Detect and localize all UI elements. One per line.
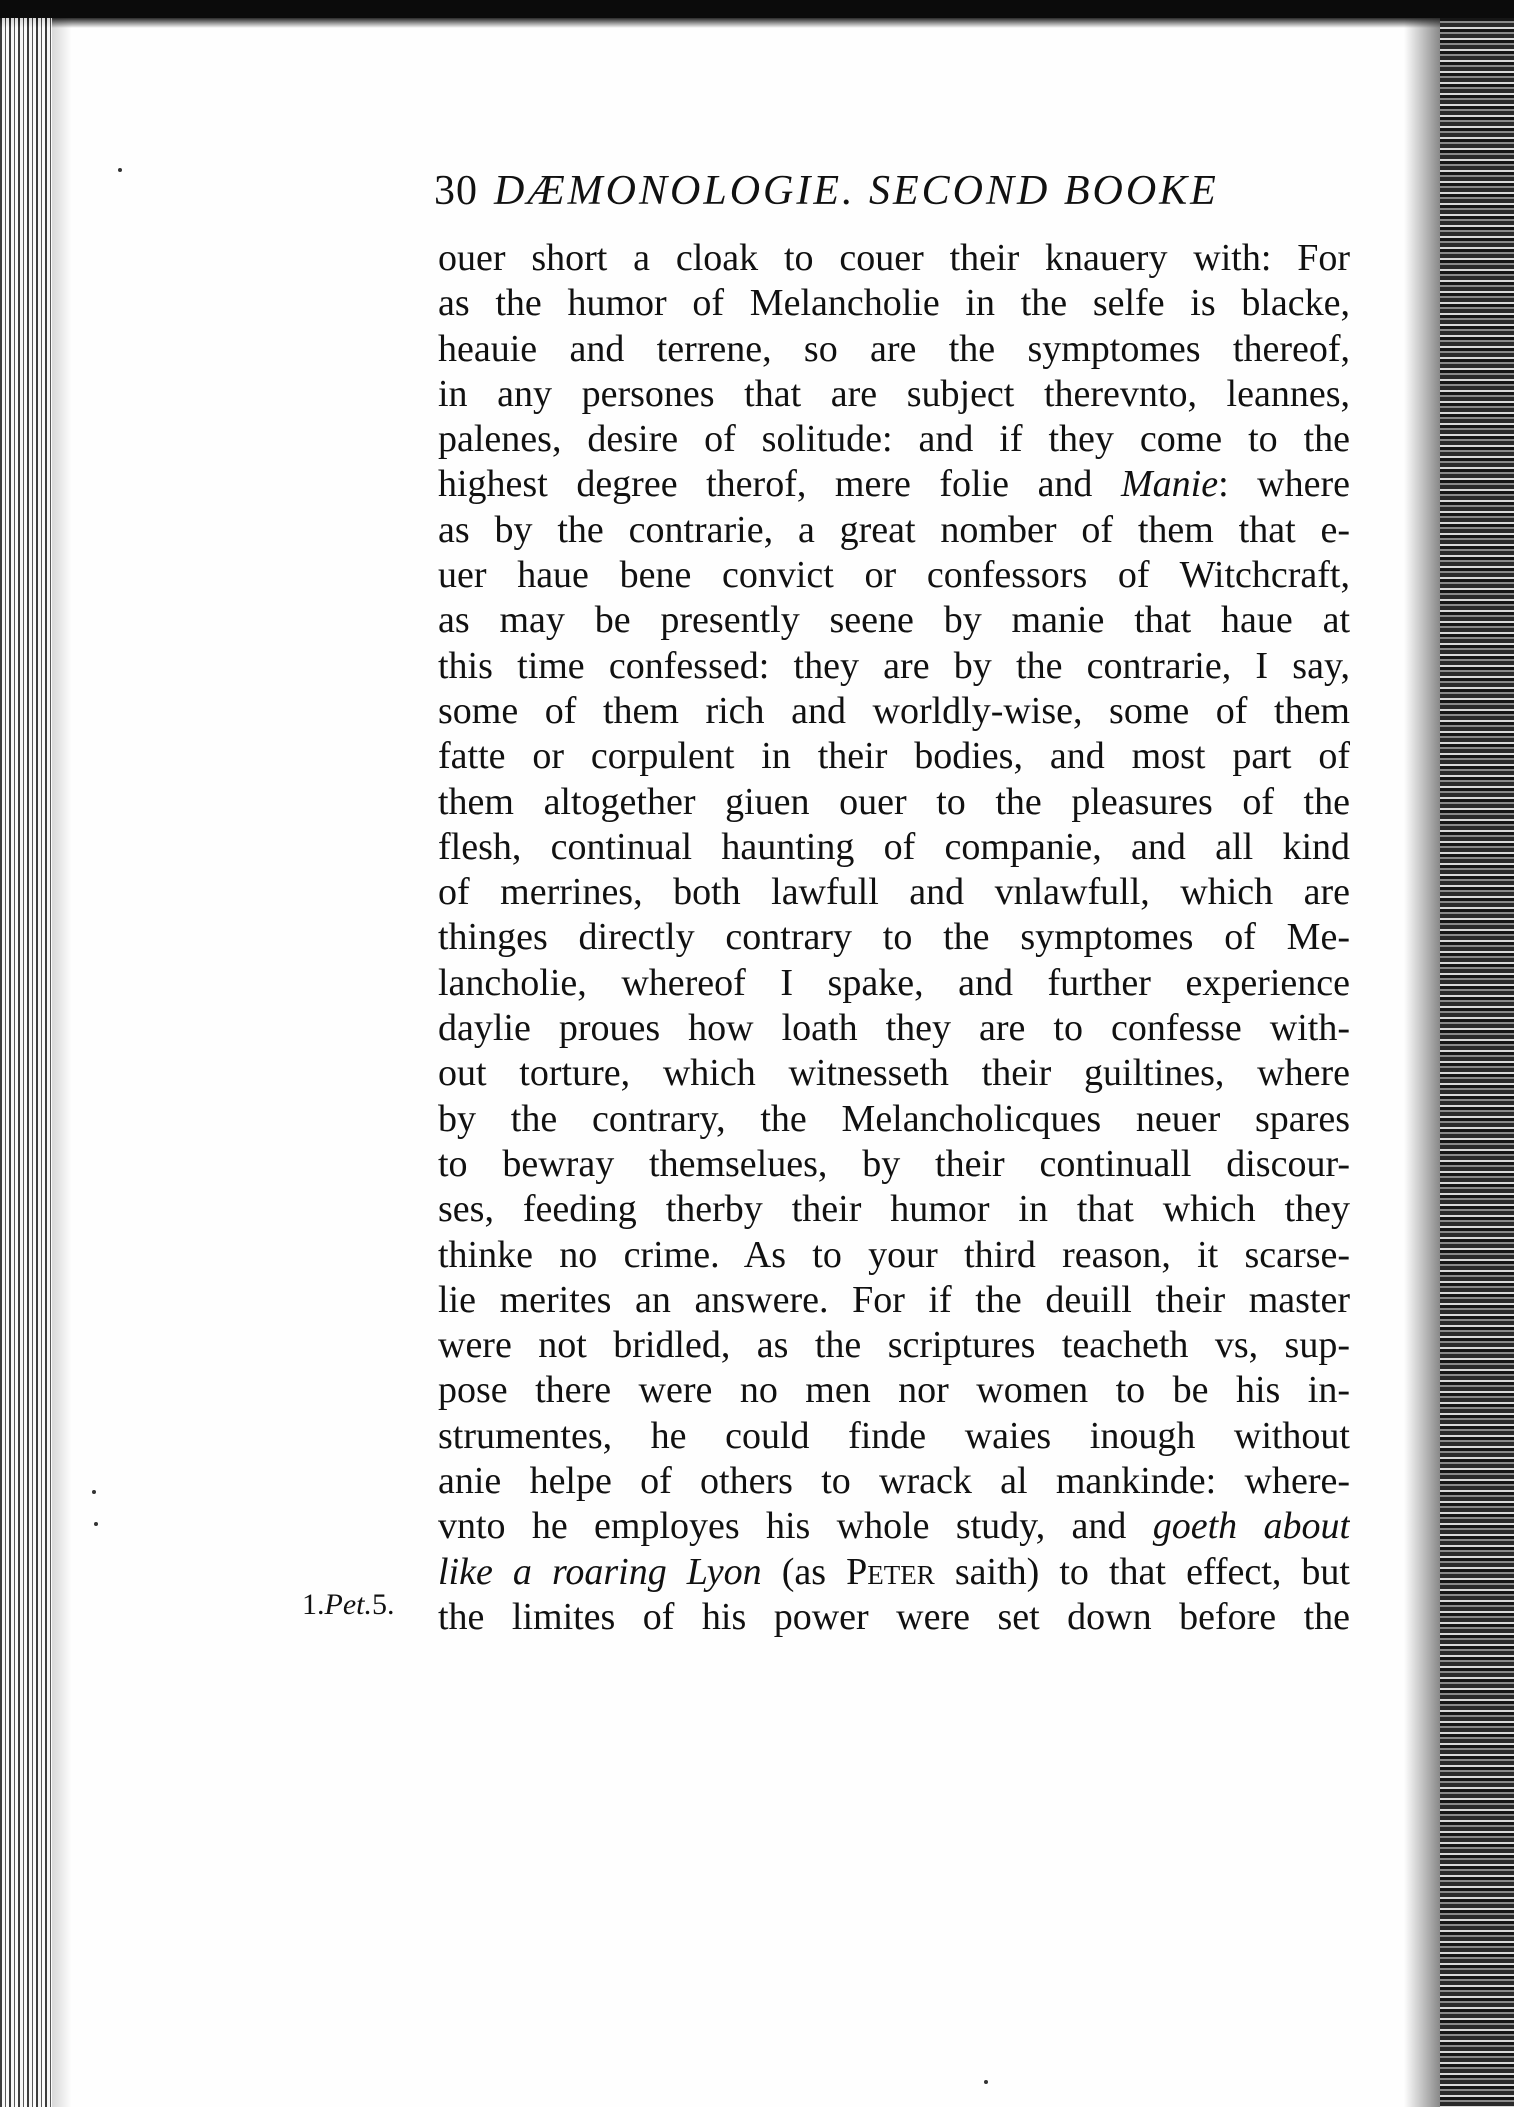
- text-line: the limites of his power were set down before the: [438, 1595, 1350, 1638]
- scan-top-border: [0, 0, 1514, 18]
- italic-quote: like a roaring Lyon: [438, 1550, 762, 1593]
- text-span: saith) to that effect, but: [934, 1550, 1350, 1593]
- text-line: out torture, which witnesseth their guiltines, where: [438, 1052, 1350, 1095]
- text-line: [438, 462, 1350, 507]
- text-line: lancholie, whereof I spake, and further experience: [438, 961, 1350, 1004]
- text-line: lie merites an answere. For if the deuill their master: [438, 1278, 1350, 1321]
- text-line: some of them rich and worldly-wise, some of them: [438, 689, 1350, 732]
- text-line: thinges directly contrary to the symptomes of Me-: [438, 916, 1350, 959]
- text-line: strumentes, he could finde waies inough without: [438, 1414, 1350, 1457]
- text-line: in any persones that are subject therevnto, leannes,: [438, 372, 1350, 415]
- text-line: as may be presently seene by manie that haue at: [438, 599, 1350, 642]
- italic-quote: goeth about: [1152, 1505, 1350, 1548]
- body-text: [438, 236, 1350, 1640]
- text-line: this time confessed: they are by the contrarie, I say,: [438, 644, 1350, 687]
- text-line: of merrines, both lawfull and vnlawfull, which are: [438, 871, 1350, 914]
- small-caps-name: Peter: [846, 1550, 935, 1593]
- book-spine-edge: [0, 18, 52, 2107]
- text-line: [438, 1550, 1350, 1595]
- running-title: DÆMONOLOGIE. SECOND BOOKE: [494, 168, 1219, 214]
- text-line: were not bridled, as the scriptures teacheth vs, sup-: [438, 1324, 1350, 1367]
- speck: [984, 2080, 988, 2084]
- text-line: by the contrary, the Melancholicques neuer spares: [438, 1097, 1350, 1140]
- text-line: thinke no crime. As to your third reason, it scarse-: [438, 1233, 1350, 1276]
- scan-top-shadow: [0, 18, 1514, 28]
- margin-ref-number: 1.: [302, 1588, 325, 1621]
- text-line: palenes, desire of solitude: and if they come to the: [438, 418, 1350, 461]
- text-line: flesh, continual haunting of companie, and all kind: [438, 825, 1350, 868]
- text-line: them altogether giuen ouer to the pleasures of the: [438, 780, 1350, 823]
- margin-reference: [302, 1585, 394, 1625]
- text-line: fatte or corpulent in their bodies, and most part of: [438, 735, 1350, 778]
- text-line: [438, 1504, 1350, 1549]
- text-line: ouer short a cloak to couer their knauery with: For: [438, 237, 1350, 279]
- text-span: vnto he employes his whole study, and: [438, 1505, 1153, 1548]
- running-head: [434, 158, 1314, 224]
- speck: [92, 1490, 96, 1494]
- text-line: uer haue bene convict or confessors of Witchcraft,: [438, 554, 1350, 597]
- text-span: highest degree therof, mere folie and: [438, 463, 1121, 506]
- italic-term: Manie: [1120, 463, 1219, 506]
- text-line: to bewray themselues, by their continuall discour-: [438, 1142, 1350, 1185]
- text-line: as the humor of Melancholie in the selfe is blacke,: [438, 282, 1350, 325]
- margin-ref-book: Pet.: [324, 1588, 372, 1621]
- speck: [94, 1522, 98, 1526]
- page-fore-edge-shadow: [1404, 18, 1440, 2107]
- text-line: ses, feeding therby their humor in that which they: [438, 1188, 1350, 1231]
- text-line: heauie and terrene, so are the symptomes thereof,: [438, 327, 1350, 370]
- margin-ref-chapter: 5.: [371, 1588, 395, 1621]
- text-line: daylie proues how loath they are to confesse with-: [438, 1007, 1350, 1050]
- text-line: pose there were no men nor women to be his in-: [438, 1369, 1350, 1412]
- page-fore-edge: [1440, 18, 1514, 2107]
- text-span: (as: [761, 1550, 847, 1593]
- text-line: as by the contrarie, a great nomber of them that e-: [438, 508, 1350, 551]
- text-line: anie helpe of others to wrack al mankinde: where-: [438, 1460, 1350, 1503]
- spine-shadow: [52, 18, 72, 2107]
- speck: [118, 168, 122, 172]
- text-span: : where: [1218, 463, 1350, 506]
- page-number: 30: [434, 168, 478, 214]
